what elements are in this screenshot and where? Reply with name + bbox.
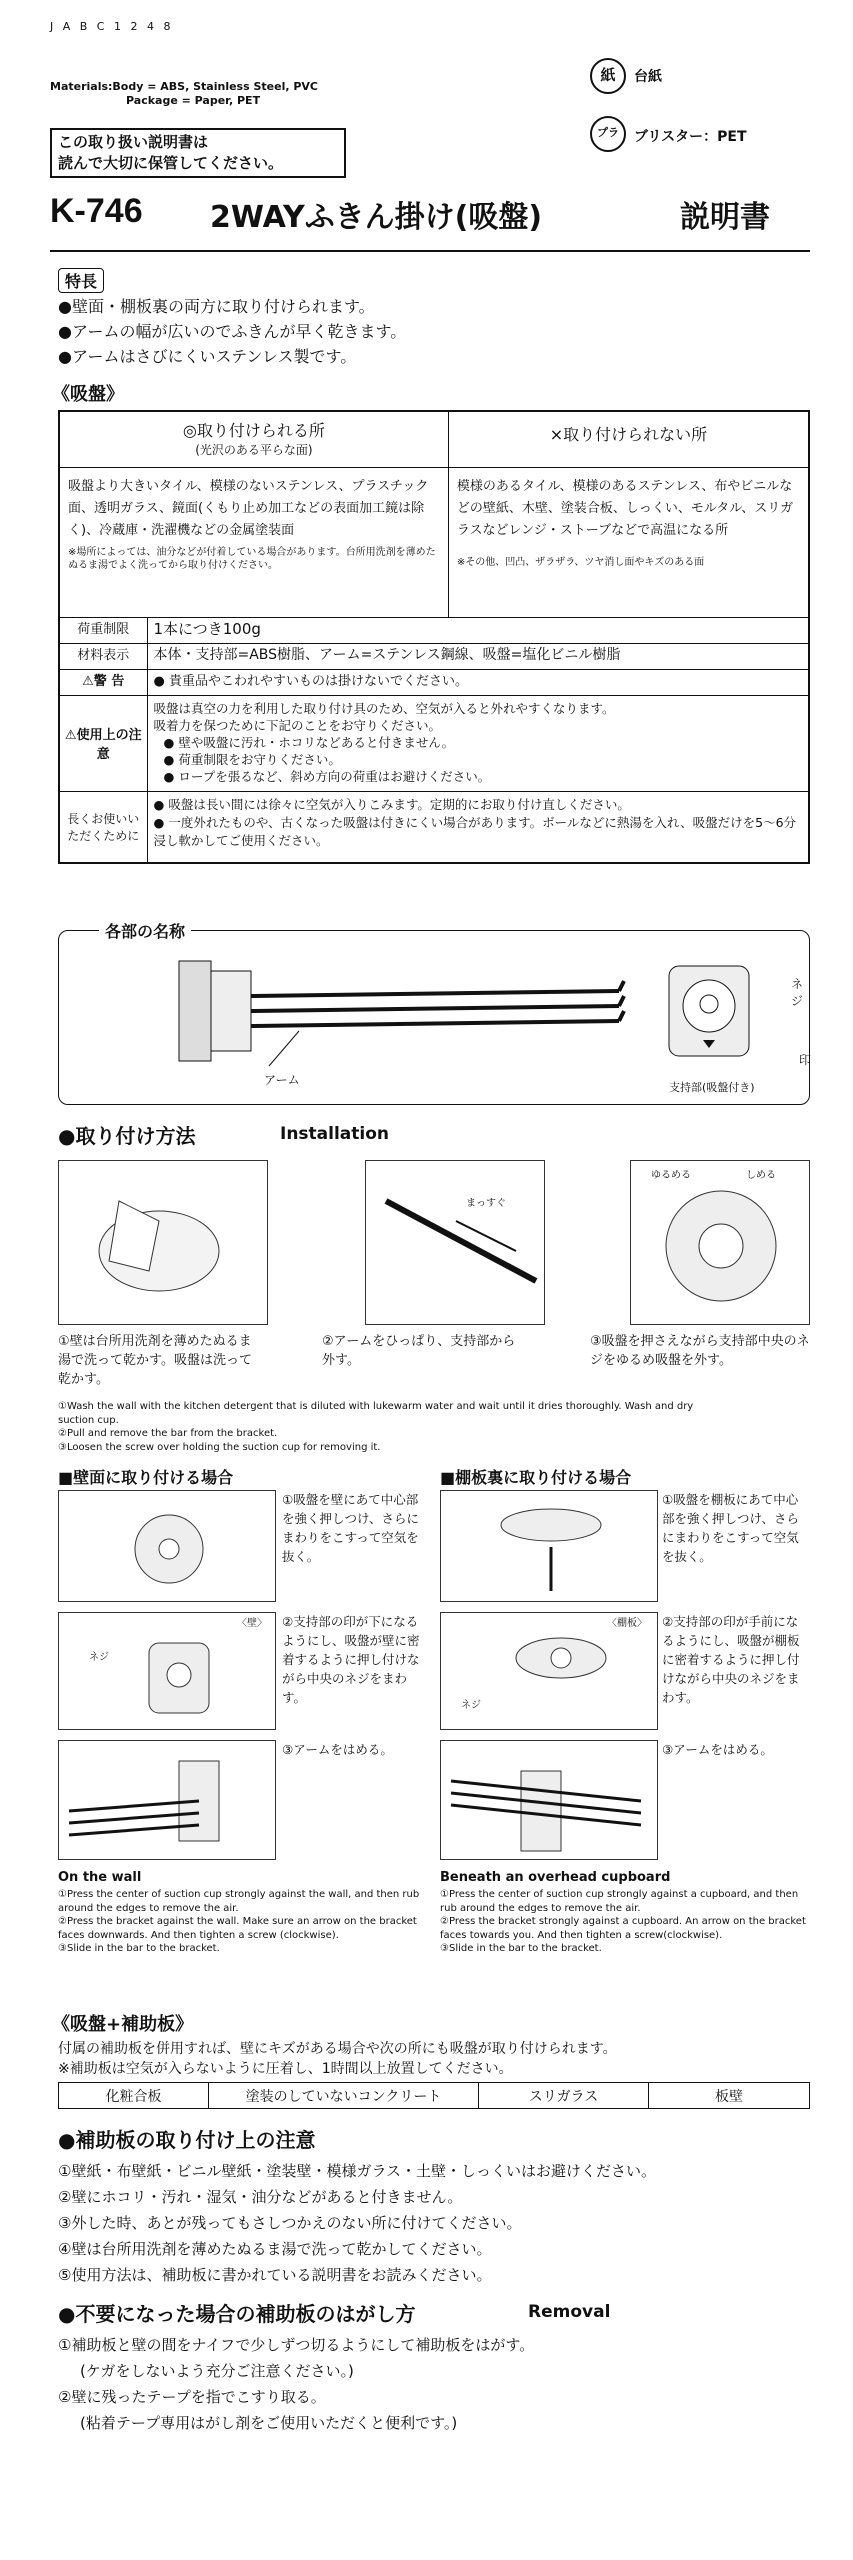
usage-caution-text — [147, 695, 809, 791]
notice-line2: 読んで大切に保管してください。 — [58, 154, 284, 172]
install-en-steps — [58, 1400, 698, 1454]
can-subtitle: (光沢のある平らな面) — [195, 443, 313, 457]
feature-item: ●壁面・棚板裏の両方に取り付けられます。 — [58, 297, 375, 316]
install-step-2: ②アームをひっぱり、支持部から外す。 — [322, 1334, 516, 1368]
install-step-3: ③吸盤を押さえながら支持部中央のネジをゆるめ吸盤を外す。 — [590, 1334, 810, 1368]
removal-item: ②壁に残ったテープを指でこすり取る。 — [58, 2388, 326, 2406]
warning-label: ⚠警 告 — [59, 669, 147, 695]
screw-label: ネジ — [791, 977, 804, 1008]
wall-en-steps — [58, 1888, 428, 1956]
long-use-label: 長くお使いいただくために — [59, 791, 147, 863]
suction-heading: 《吸盤》 — [52, 384, 124, 405]
surface-cell: スリガラス — [479, 2083, 649, 2109]
plastic-label: ブリスター：PET — [634, 129, 747, 145]
caution-list — [58, 2158, 656, 2288]
removal-heading: ●不要になった場合の補助板のはがし方 — [58, 2302, 416, 2326]
long-use-text — [147, 791, 809, 863]
removal-item: (粘着テープ専用はがし剤をご使用いただくと便利です。) — [80, 2414, 458, 2432]
shelf-step-1: ①吸盤を棚板にあて中心部を強く押しつけ、さらにまわりをこすって空気を抜く。 — [662, 1492, 800, 1564]
shelf-figure-2 — [440, 1612, 658, 1730]
wall-en-line: ②Press the bracket against the wall. Make sure an arrow on the bracket faces downwards. And then tighten a screw (clockwise). — [58, 1916, 417, 1941]
materials-line2: Package = Paper, PET — [126, 94, 261, 107]
title-suffix: 説明書 — [680, 200, 770, 235]
caution-item: ③外した時、あとが残ってもさしつかえのない所に付けてください。 — [58, 2214, 522, 2232]
paper-label: 台紙 — [634, 69, 662, 85]
load-limit-label: 荷重制限 — [59, 617, 147, 643]
install-figure-1 — [58, 1160, 268, 1325]
support-illustration — [659, 956, 759, 1076]
install-step-1: ①壁は台所用洗剤を薄めたぬるま湯で洗って乾かす。吸盤は洗って乾かす。 — [58, 1334, 252, 1387]
install-heading-en: Installation — [280, 1124, 390, 1144]
materials-line1: Materials:Body = ABS, Stainless Steel, PVC — [50, 80, 319, 93]
materials-label: 材料表示 — [59, 643, 147, 669]
plastic-recycle-icon: プラ — [590, 116, 626, 152]
install-en-line: ③Loosen the screw over holding the suction cup for removing it. — [58, 1441, 381, 1453]
shelf-en-line: ②Press the bracket strongly against a cupboard. An arrow on the bracket faces towards you. And then tighten a screw(clockwise). — [440, 1916, 806, 1941]
wall-step-1: ①吸盤を壁にあて中心部を強く押しつけ、さらにまわりをこすって空気を抜く。 — [282, 1492, 420, 1564]
shelf-heading: ■棚板裏に取り付ける場合 — [440, 1468, 632, 1487]
usage-caution-label: ⚠使用上の注意 — [59, 695, 147, 791]
can-title: ◎取り付けられる所 — [182, 421, 325, 440]
surface-cell: 化粧合板 — [59, 2083, 209, 2109]
paper-recycle-icon: 紙 — [590, 58, 626, 94]
shelf-screw-label: ネジ — [461, 1700, 481, 1711]
mark-label: 印 — [799, 1053, 812, 1067]
caution-heading: ●補助板の取り付け上の注意 — [58, 2128, 316, 2152]
wall-tag: 〈壁〉 — [237, 1618, 267, 1629]
long-use-line: ● 吸盤は長い間には徐々に空気が入りこみます。定期的にお取り付け直しください。 — [153, 796, 630, 812]
install-figure-2 — [365, 1160, 545, 1325]
suction-table — [58, 410, 810, 864]
wall-screw-label: ネジ — [89, 1652, 109, 1663]
plate-heading: 《吸盤+補助板》 — [52, 2014, 194, 2035]
wall-en-line: ①Press the center of suction cup strongly against the wall, and then rub around the edges to remove the air. — [58, 1889, 420, 1914]
can-attach-header — [59, 411, 448, 467]
shelf-en-line: ①Press the center of suction cup strongly against a cupboard, and then rub around the edges to remove the air. — [440, 1889, 799, 1914]
cannot-attach-header: ×取り付けられない所 — [448, 411, 809, 467]
cannot-text: 模様のあるタイル、模様のあるステンレス、布やビニルなどの壁紙、木壁、塗装合板、しっくい、モルタル、スリガラスなどレンジ・ストーブなどで高温になる所 — [456, 478, 794, 538]
support-label: 支持部(吸盤付き) — [669, 1081, 755, 1094]
model-number: K-746 — [50, 192, 143, 230]
surface-cell: 板壁 — [649, 2083, 810, 2109]
removal-list — [58, 2332, 534, 2436]
usage-line: ● 壁や吸盤に汚れ・ホコリなどあると付きません。 — [163, 734, 455, 750]
removal-item: (ケガをしないよう充分ご注意ください。) — [80, 2362, 354, 2380]
shelf-en-steps — [440, 1888, 812, 1956]
shelf-step-3: ③アームをはめる。 — [662, 1742, 773, 1757]
load-limit-value: 1本につき100g — [147, 617, 809, 643]
cannot-note: ※その他、凹凸、ザラザラ、ツヤ消し面やキズのある面 — [456, 556, 705, 568]
plate-surfaces-table — [58, 2082, 810, 2109]
shelf-figure-1 — [440, 1490, 658, 1602]
features-heading: 特長 — [58, 268, 104, 293]
product-illustration — [119, 951, 639, 1091]
install-en-line: ①Wash the wall with the kitchen detergent that is diluted with lukewarm water and wait until it dries thoroughly. Wash and dry suction cup. — [58, 1401, 694, 1426]
wall-en-line: ③Slide in the bar to the bracket. — [58, 1943, 220, 1954]
title-rule — [50, 250, 810, 252]
shelf-en-line: ③Slide in the bar to the bracket. — [440, 1943, 602, 1954]
parts-heading: 各部の名称 — [99, 919, 191, 942]
shelf-step-2: ②支持部の印が手前になるようにし、吸盤が棚板に密着するように押し付けながら中央のネジをまわす。 — [662, 1614, 800, 1705]
loosen-label: ゆるめる — [651, 1170, 691, 1181]
wall-figure-2 — [58, 1612, 276, 1730]
wall-figure-3 — [58, 1740, 276, 1860]
keep-manual-notice — [50, 128, 346, 178]
can-attach-cell — [59, 467, 448, 617]
shelf-tag: 〈棚板〉 — [607, 1618, 647, 1629]
install-figure-3 — [630, 1160, 810, 1325]
shelf-figure-3 — [440, 1740, 658, 1860]
arm-label: アーム — [264, 1073, 300, 1087]
wall-step-3: ③アームをはめる。 — [282, 1742, 393, 1757]
surface-cell: 塗装のしていないコンクリート — [209, 2083, 479, 2109]
usage-line: ● ロープを張るなど、斜め方向の荷重はお避けください。 — [163, 768, 491, 784]
warning-value: ● 貴重品やこわれやすいものは掛けないでください。 — [147, 669, 809, 695]
tighten-label: しめる — [746, 1170, 776, 1181]
wall-figure-1 — [58, 1490, 276, 1602]
feature-item: ●アームはさびにくいステンレス製です。 — [58, 347, 357, 366]
caution-item: ⑤使用方法は、補助板に書かれている説明書をお読みください。 — [58, 2266, 492, 2284]
materials-value: 本体・支持部=ABS樹脂、アーム=ステンレス鋼線、吸盤=塩化ビニル樹脂 — [147, 643, 809, 669]
wall-en-title: On the wall — [58, 1870, 142, 1885]
shelf-en-title: Beneath an overhead cupboard — [440, 1870, 671, 1885]
straight-label: まっすぐ — [466, 1198, 506, 1209]
removal-heading-en: Removal — [528, 2302, 611, 2322]
wall-step-2: ②支持部の印が下になるようにし、吸盤が壁に密着するように押し付けながら中央のネジをまわす。 — [282, 1614, 420, 1705]
features-list — [58, 294, 406, 369]
removal-item: ①補助板と壁の間をナイフで少しずつ切るようにして補助板をはがす。 — [58, 2336, 535, 2354]
caution-item: ④壁は台所用洗剤を薄めたぬるま湯で洗って乾かしてください。 — [58, 2240, 492, 2258]
product-code: J A B C 1 2 4 8 — [50, 20, 174, 33]
wall-heading: ■壁面に取り付ける場合 — [58, 1468, 234, 1487]
parts-panel — [58, 922, 812, 1105]
caution-item: ②壁にホコリ・汚れ・湿気・油分などがあると付きません。 — [58, 2188, 463, 2206]
page-title — [50, 192, 810, 240]
install-heading: ●取り付け方法 — [58, 1124, 196, 1148]
can-note: ※場所によっては、油分などが付着している場合があります。台所用洗剤を薄めたぬるま湯でよく洗ってから取り付けください。 — [68, 546, 436, 571]
plate-text2: ※補助板は空気が入らないように圧着し、1時間以上放置してください。 — [58, 2061, 513, 2077]
usage-line: 吸着力を保つために下記のことをお守りください。 — [153, 717, 442, 733]
usage-line: 吸盤は真空の力を利用した取り付け具のため、空気が入ると外れやすくなります。 — [153, 700, 615, 716]
install-en-line: ②Pull and remove the bar from the bracket. — [58, 1428, 278, 1439]
plate-text1: 付属の補助板を併用すれば、壁にキズがある場合や次の所にも吸盤が取り付けられます。 — [58, 2041, 617, 2057]
cannot-attach-cell — [448, 467, 809, 617]
notice-line1: この取り扱い説明書は — [58, 133, 209, 151]
feature-item: ●アームの幅が広いのでふきんが早く乾きます。 — [58, 322, 407, 341]
usage-line: ● 荷重制限をお守りください。 — [163, 751, 341, 767]
long-use-line: ● 一度外れたものや、古くなった吸盤は付きにくい場合があります。ボールなどに熱湯を入れ、吸盤だけを5～6分浸し軟かしてご使用ください。 — [153, 814, 797, 848]
product-name: 2WAYふきん掛け(吸盤) — [210, 200, 543, 235]
can-text: 吸盤より大きいタイル、模様のないステンレス、プラスチック面、透明ガラス、鏡面(くもり止め加工などの表面加工鏡は除く)、冷蔵庫・洗濯機などの金属塗装面 — [68, 478, 429, 538]
caution-item: ①壁紙・布壁紙・ビニル壁紙・塗装壁・模様ガラス・土壁・しっくいはお避けください。 — [58, 2162, 657, 2180]
